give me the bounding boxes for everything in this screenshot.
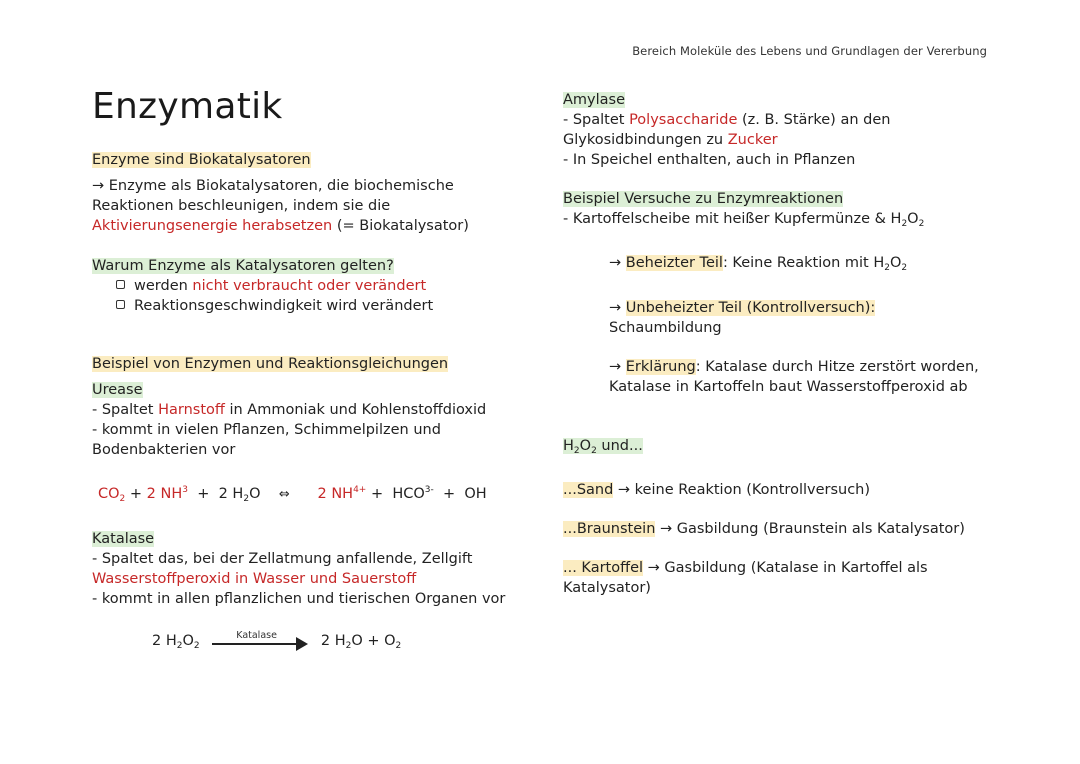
versuch-beheizt: → Beheizter Teil: Keine Reaktion mit $H_2O_2$ [609,255,908,273]
section-heading-versuche: Beispiel Versuche zu Enzymreaktionen [563,191,844,207]
equation-katalase: 2 $H_2O_2$ Katalase 2 $H_2O + O_2$ [152,630,402,651]
amylase-text-2: - In Speichel enthalten, auch in Pflanzen [563,152,856,168]
enzyme-heading-katalase: Katalase [92,531,155,547]
section-heading-katalysatoren: Warum Enzyme als Katalysatoren gelten? [92,258,394,274]
enzyme-heading-amylase: Amylase [563,92,626,108]
section-heading-biokatalysatoren: Enzyme sind Biokatalysatoren [92,152,311,168]
left-column [92,150,522,656]
section-heading-beispiele: Beispiel von Enzymen und Reaktionsgleichungen [92,356,449,372]
enzyme-heading-urease: Urease [92,382,143,398]
amylase-text-1: - Spaltet Polysaccharide (z. B. Stärke) an den Glykosidbindungen zu Zucker [563,112,891,148]
katalase-text-2: - kommt in allen pflanzlichen und tierischen Organen vor [92,591,506,607]
urease-text-1: - Spaltet Harnstoff in Ammoniak und Kohlenstoffdioxid [92,402,487,418]
checkbox-icon [116,300,125,309]
section-heading-h2o2: $H_2O_2$ und... [563,438,643,456]
list-item: Reaktionsgeschwindigkeit wird verändert [92,296,522,316]
h2o2-braunstein: ...Braunstein → Gasbildung (Braunstein als Katalysator) [563,521,965,537]
h2o2-kartoffel: ... Kartoffel → Gasbildung (Katalase in Kartoffel als Katalysator) [563,560,928,596]
reaction-arrow-icon: Katalase [212,631,308,651]
versuche-text: - Kartoffelscheibe mit heißer Kupfermünze & $H_2O_2$ [563,211,925,229]
list-item: werden nicht verbraucht oder verändert [92,276,522,296]
right-column [563,90,1003,598]
page-title: Enzymatik [92,86,283,127]
katalase-text-1: - Spaltet das, bei der Zellatmung anfallende, Zellgift Wasserstoffperoxid in Wasser und Sauerstoff [92,551,473,587]
equilibrium-arrow-icon: ⇔ [278,487,290,502]
versuch-erklaerung: → Erklärung: Katalase durch Hitze zerstört worden, Katalase in Kartoffeln baut Wasserstoffperoxid ab [609,359,979,395]
page-header: Bereich Moleküle des Lebens und Grundlagen der Vererbung [632,44,987,58]
section-text-biokatalysatoren: → Enzyme als Biokatalysatoren, die biochemische Reaktionen beschleunigen, indem sie die Aktivierungsenergie herabsetzen (= Biokatalysator) [92,178,469,234]
checkbox-icon [116,280,125,289]
h2o2-sand: ...Sand → keine Reaktion (Kontrollversuch) [563,482,871,498]
urease-text-2: - kommt in vielen Pflanzen, Schimmelpilzen und Bodenbakterien vor [92,422,441,458]
equation-urease: $CO_2 + 2$ $NH^3 + 2$ $H_2O$ ⇔ 2 $NH^{4+} + HCO^{3-}$ + OH [98,485,487,504]
versuch-unbeheizt: → Unbeheizter Teil (Kontrollversuch): Schaumbildung [609,300,876,336]
